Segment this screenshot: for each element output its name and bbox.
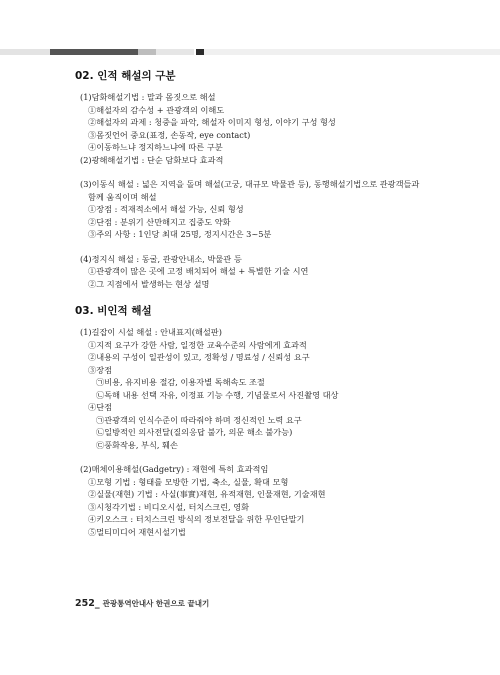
list-item: ②해설자의 과제 : 청중을 파악, 해설자 이미지 형성, 이야기 구성 형성 <box>88 117 336 127</box>
list-item: ①관광객이 많은 곳에 고정 배치되어 해설 + 특별한 기술 시연 <box>88 266 309 276</box>
list-item: ②실물(재현) 기법 : 사실(事實)재현, 유적재현, 인물재현, 기술재현 <box>88 489 326 499</box>
list-item: (2)매체이용해설(Gadgetry) : 재현에 특히 효과적임 <box>80 464 269 474</box>
list-item: ①모형 기법 : 형태를 모방한 기법, 축소, 실물, 확대 모형 <box>88 476 289 487</box>
header-bar-segment <box>0 49 50 55</box>
page-number: 252_ <box>75 598 100 609</box>
list-item: (2)광해해설기법 : 단순 담화보다 효과적 <box>80 154 224 165</box>
list-item: ④키오스크 : 터치스크린 방식의 정보전달을 위한 무인단말기 <box>88 514 305 524</box>
header-bar-segment <box>196 49 204 55</box>
page-body <box>75 66 475 538</box>
list-item: (4)정지식 해설 : 동굴, 관광안내소, 박물관 등 <box>80 253 242 264</box>
list-item: ⑤멀티미디어 재현시설기법 <box>88 526 186 537</box>
header-bar-segment <box>204 49 500 55</box>
header-bar-segment <box>138 49 156 55</box>
list-item: (1)길잡이 시설 해설 : 안내표지(해설판) <box>80 327 222 337</box>
header-bar-segment <box>50 49 138 55</box>
list-item: ㉠비용, 유지비용 절감, 이용자별 독해속도 조절 <box>96 377 265 387</box>
list-item: 함께 움직이며 해설 <box>88 191 157 202</box>
list-item: ③주의 사항 : 1인당 최대 25명, 정지시간은 3~5분 <box>88 229 272 239</box>
book-title: 관광통역안내사 한권으로 끝내기 <box>102 599 210 608</box>
list-item: ②그 지점에서 발생하는 현상 설명 <box>88 278 210 289</box>
list-item: ②단점 : 분위기 산만해지고 집중도 약화 <box>88 216 231 227</box>
list-item: ②내용의 구성이 일관성이 있고, 정확성 / 명료성 / 신뢰성 요구 <box>88 352 310 362</box>
list-item: ㉡독해 내용 선택 자유, 이정표 기능 수행, 기념물로서 사진촬영 대상 <box>96 389 339 400</box>
list-item: (3)이동식 해설 : 넓은 지역을 돌며 해설(고궁, 대규모 박물관 등), 동행해설기법으로 관광객들과 <box>80 179 420 189</box>
list-item: ①장점 : 적재적소에서 해설 가능, 신뢰 형성 <box>88 204 244 214</box>
header-decorative-bar <box>0 49 500 55</box>
header-bar-segment <box>156 49 194 55</box>
page-footer <box>75 591 209 610</box>
list-item: ③몸짓언어 중요(표정, 손동작, eye contact) <box>88 129 251 140</box>
list-item: ③시청각기법 : 비디오시설, 터치스크린, 영화 <box>88 501 250 512</box>
list-item: (1)담화해설기법 : 말과 몸짓으로 해설 <box>80 92 216 102</box>
list-item: ㉠관광객의 인식수준이 따라줘야 하며 정신적인 노력 요구 <box>96 414 302 425</box>
list-item: ④이동하느냐 정지하느냐에 따른 구분 <box>88 142 223 152</box>
list-item: ④단점 <box>88 402 113 412</box>
list-item: ㉢풍화작용, 부식, 훼손 <box>96 439 178 450</box>
list-item: ①해설자의 감수성 + 관광객의 이해도 <box>88 104 225 115</box>
list-item: ㉡일방적인 의사전달(질의응답 불가, 의문 해소 불가능) <box>96 427 293 437</box>
list-item: ③장점 <box>88 364 113 375</box>
list-item: ①지적 요구가 강한 사람, 일정한 교육수준의 사람에게 효과적 <box>88 339 307 350</box>
section-heading-nonhuman-interpretation: 03. 비인적 해설 <box>75 305 152 317</box>
section-heading-human-interpretation: 02. 인적 해설의 구분 <box>75 70 176 82</box>
